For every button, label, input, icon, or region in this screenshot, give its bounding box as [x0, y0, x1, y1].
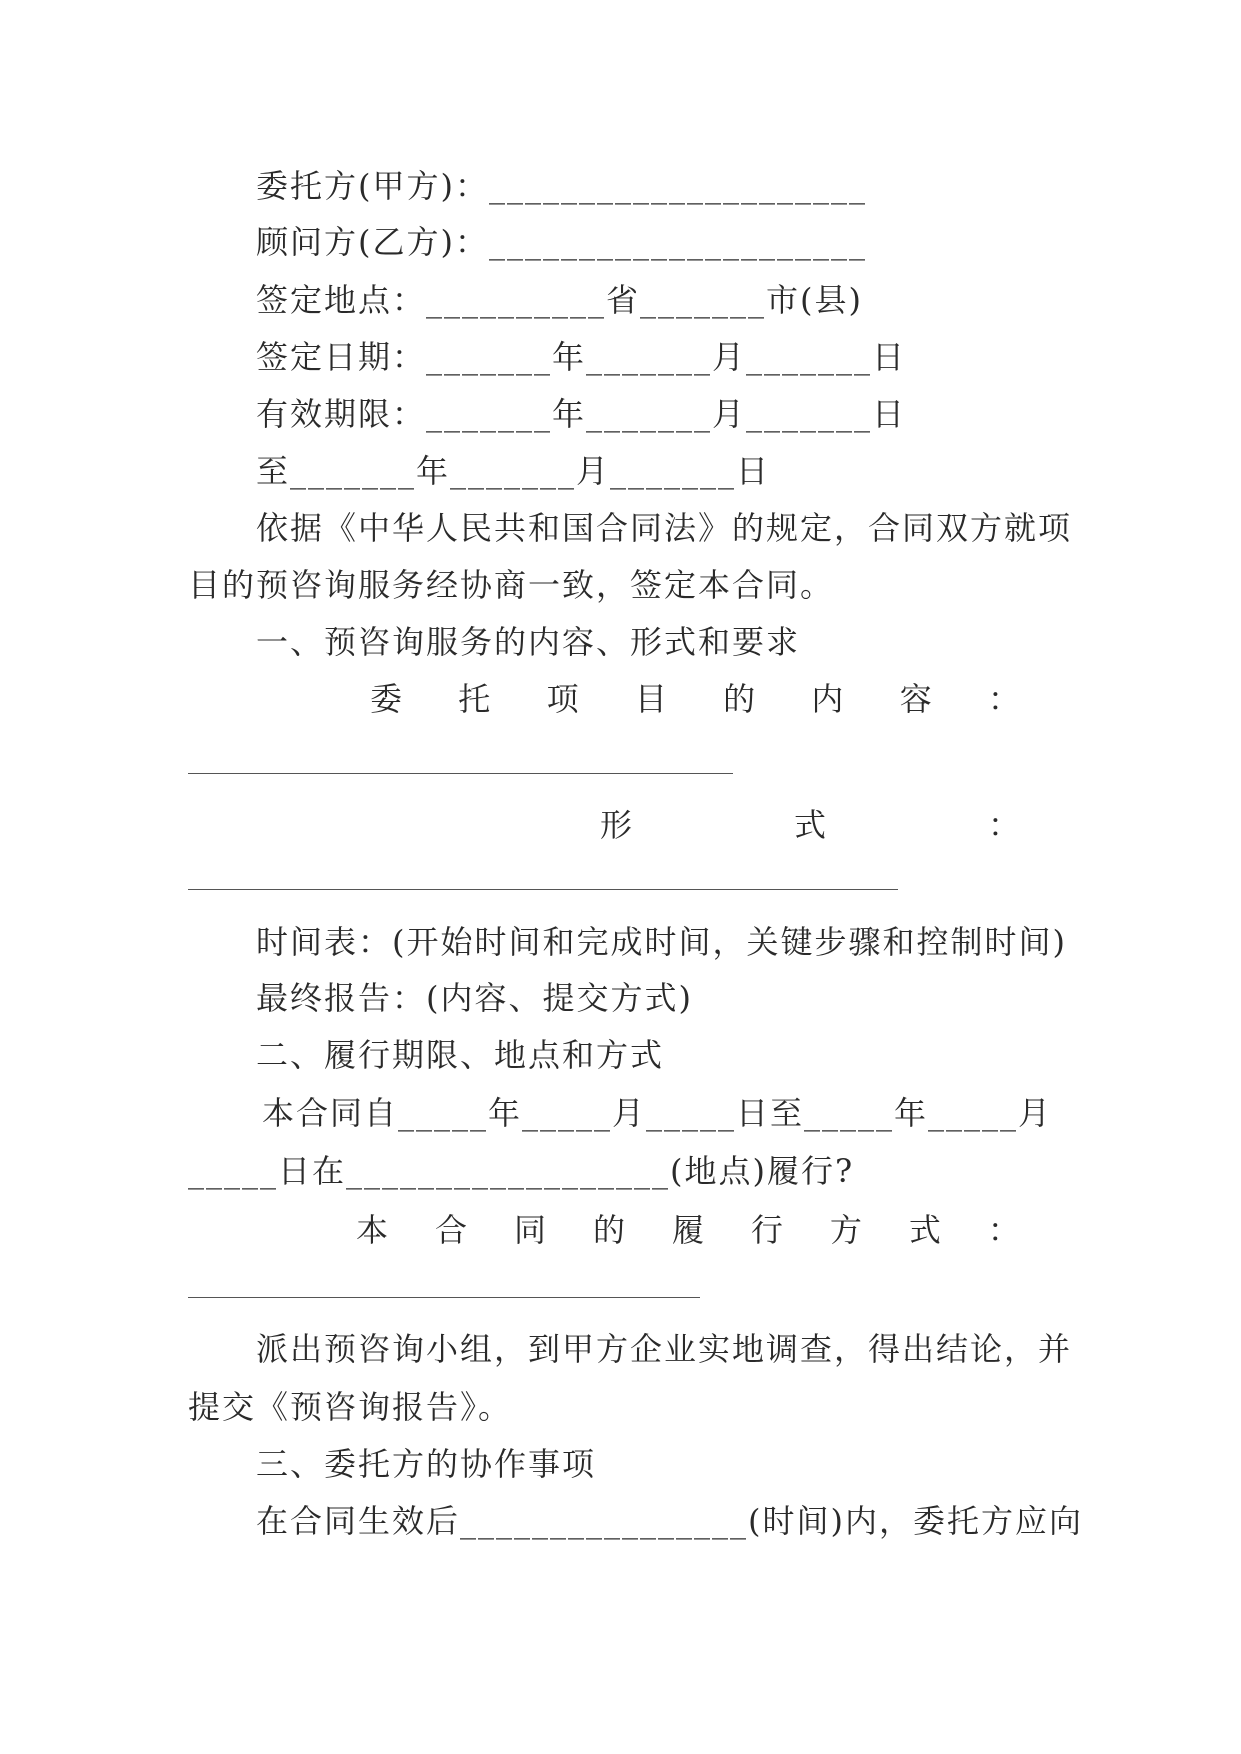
- spread-char: 的: [723, 680, 756, 718]
- spread-char: 本: [356, 1211, 389, 1249]
- spread-char: 目: [634, 680, 667, 718]
- spread-char: 行: [750, 1211, 783, 1249]
- spread-char: ：: [987, 806, 1020, 844]
- signing-place-field: 签定地点：__________省_______市(县): [256, 281, 863, 319]
- term-line-1: 本合同自_____年_____月_____日至_____年_____月: [262, 1094, 1053, 1132]
- spread-char: 合: [434, 1211, 467, 1249]
- spread-char: 履: [671, 1211, 704, 1249]
- section-heading-1: 一、预咨询服务的内容、形式和要求: [256, 623, 801, 661]
- validity-start-field: 有效期限：_______年_______月_______日: [256, 395, 907, 433]
- final-report-line: 最终报告：(内容、提交方式): [256, 979, 693, 1017]
- spread-char: 式: [908, 1211, 941, 1249]
- spread-char: 方: [829, 1211, 862, 1249]
- dispatch-paragraph-line-2: 提交《预咨询报告》。: [188, 1388, 513, 1426]
- signing-date-field: 签定日期：_______年_______月_______日: [256, 338, 907, 376]
- section-heading-2: 二、履行期限、地点和方式: [256, 1036, 665, 1074]
- intro-paragraph-line-2: 目的预咨询服务经协商一致，签定本合同。: [188, 566, 835, 604]
- cooperation-paragraph-line-1: 在合同生效后________________(时间)内，委托方应向: [256, 1502, 1083, 1540]
- validity-end-field: 至_______年_______月_______日: [256, 452, 771, 490]
- schedule-line: 时间表：(开始时间和完成时间，关键步骤和控制时间): [256, 923, 1067, 961]
- spread-char: 内: [811, 680, 844, 718]
- form-label: [600, 805, 1020, 845]
- spread-char: 同: [513, 1211, 546, 1249]
- blank-line: [188, 889, 898, 890]
- entrusted-content-label: [370, 679, 1020, 719]
- dispatch-paragraph-line-1: 派出预咨询小组，到甲方企业实地调查，得出结论，并: [256, 1330, 1073, 1368]
- spread-char: 的: [592, 1211, 625, 1249]
- section-heading-3: 三、委托方的协作事项: [256, 1445, 597, 1483]
- consultant-party-field: 顾问方(乙方)：_____________________: [256, 223, 867, 261]
- spread-char: 托: [458, 680, 491, 718]
- spread-char: 形: [600, 806, 633, 844]
- spread-char: 式: [793, 806, 826, 844]
- spread-char: 委: [370, 680, 403, 718]
- performance-method-label: [356, 1210, 1020, 1250]
- spread-char: 项: [546, 680, 579, 718]
- intro-paragraph-line-1: 依据《中华人民共和国合同法》的规定，合同双方就项: [256, 509, 1073, 547]
- blank-line: [188, 1297, 700, 1298]
- spread-char: ：: [987, 1211, 1020, 1249]
- spread-char: ：: [987, 680, 1020, 718]
- blank-line: [188, 773, 733, 774]
- client-party-field: 委托方(甲方)：_____________________: [256, 167, 867, 205]
- spread-char: 容: [899, 680, 932, 718]
- term-line-2: _____日在__________________(地点)履行?: [188, 1152, 855, 1190]
